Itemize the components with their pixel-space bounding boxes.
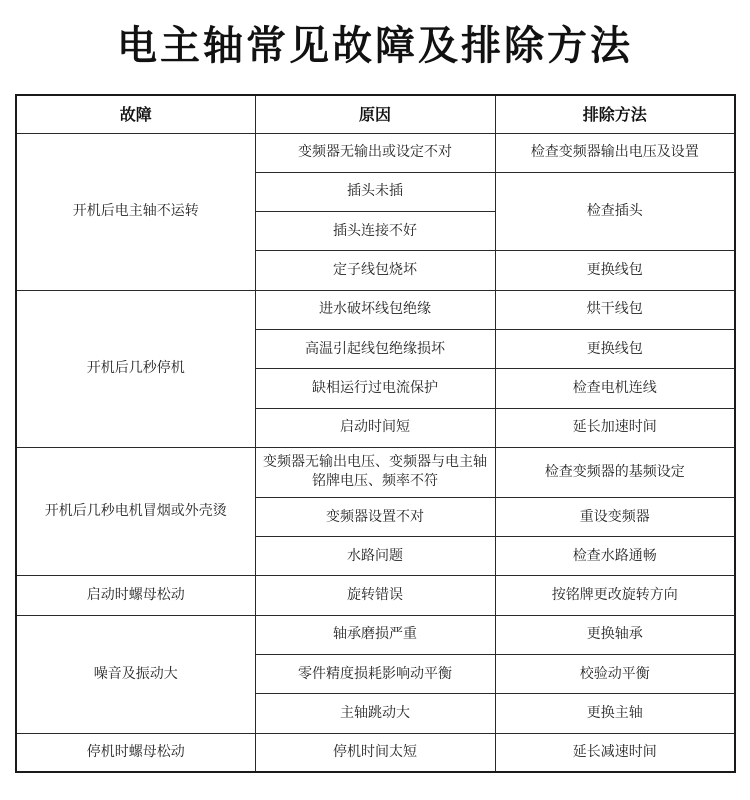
cause-cell: 主轴跳动大 bbox=[255, 694, 495, 733]
table-row bbox=[16, 133, 735, 172]
solution-cell: 按铭牌更改旋转方向 bbox=[495, 576, 735, 615]
fault-cell: 开机后几秒电机冒烟或外壳烫 bbox=[16, 447, 255, 576]
cause-cell: 插头未插 bbox=[255, 172, 495, 211]
cause-cell: 定子线包烧坏 bbox=[255, 251, 495, 290]
cause-cell: 变频器无输出电压、变频器与电主轴铭牌电压、频率不符 bbox=[255, 447, 495, 497]
solution-cell: 校验动平衡 bbox=[495, 655, 735, 694]
solution-cell: 延长减速时间 bbox=[495, 733, 735, 772]
cause-cell: 水路问题 bbox=[255, 537, 495, 576]
cause-cell: 轴承磨损严重 bbox=[255, 615, 495, 654]
table-row bbox=[16, 576, 735, 615]
cause-cell: 高温引起线包绝缘损坏 bbox=[255, 329, 495, 368]
fault-cell: 停机时螺母松动 bbox=[16, 733, 255, 772]
table-row bbox=[16, 290, 735, 329]
solution-cell: 更换线包 bbox=[495, 329, 735, 368]
cause-cell: 缺相运行过电流保护 bbox=[255, 369, 495, 408]
fault-cell: 噪音及振动大 bbox=[16, 615, 255, 733]
solution-cell: 延长加速时间 bbox=[495, 408, 735, 447]
solution-cell: 更换线包 bbox=[495, 251, 735, 290]
header-fault: 故障 bbox=[16, 95, 255, 133]
header-solution: 排除方法 bbox=[495, 95, 735, 133]
cause-cell: 启动时间短 bbox=[255, 408, 495, 447]
cause-cell: 插头连接不好 bbox=[255, 212, 495, 251]
page-title: 电主轴常见故障及排除方法 bbox=[117, 22, 633, 69]
cause-cell: 停机时间太短 bbox=[255, 733, 495, 772]
solution-cell: 更换主轴 bbox=[495, 694, 735, 733]
table-row bbox=[16, 447, 735, 497]
cause-cell: 进水破坏线包绝缘 bbox=[255, 290, 495, 329]
cause-cell: 变频器设置不对 bbox=[255, 497, 495, 536]
cause-cell: 变频器无输出或设定不对 bbox=[255, 133, 495, 172]
fault-cell: 启动时螺母松动 bbox=[16, 576, 255, 615]
solution-cell: 检查水路通畅 bbox=[495, 537, 735, 576]
fault-table bbox=[15, 94, 736, 773]
table-row bbox=[16, 615, 735, 654]
solution-cell: 检查变频器的基频设定 bbox=[495, 447, 735, 497]
solution-cell: 检查变频器输出电压及设置 bbox=[495, 133, 735, 172]
solution-cell: 检查插头 bbox=[495, 172, 735, 251]
header-row bbox=[16, 95, 735, 133]
cause-cell: 旋转错误 bbox=[255, 576, 495, 615]
fault-cell: 开机后几秒停机 bbox=[16, 290, 255, 447]
cause-cell: 零件精度损耗影响动平衡 bbox=[255, 655, 495, 694]
solution-cell: 检查电机连线 bbox=[495, 369, 735, 408]
solution-cell: 更换轴承 bbox=[495, 615, 735, 654]
solution-cell: 重设变频器 bbox=[495, 497, 735, 536]
table-row bbox=[16, 733, 735, 772]
header-cause: 原因 bbox=[255, 95, 495, 133]
fault-cell: 开机后电主轴不运转 bbox=[16, 133, 255, 290]
solution-cell: 烘干线包 bbox=[495, 290, 735, 329]
